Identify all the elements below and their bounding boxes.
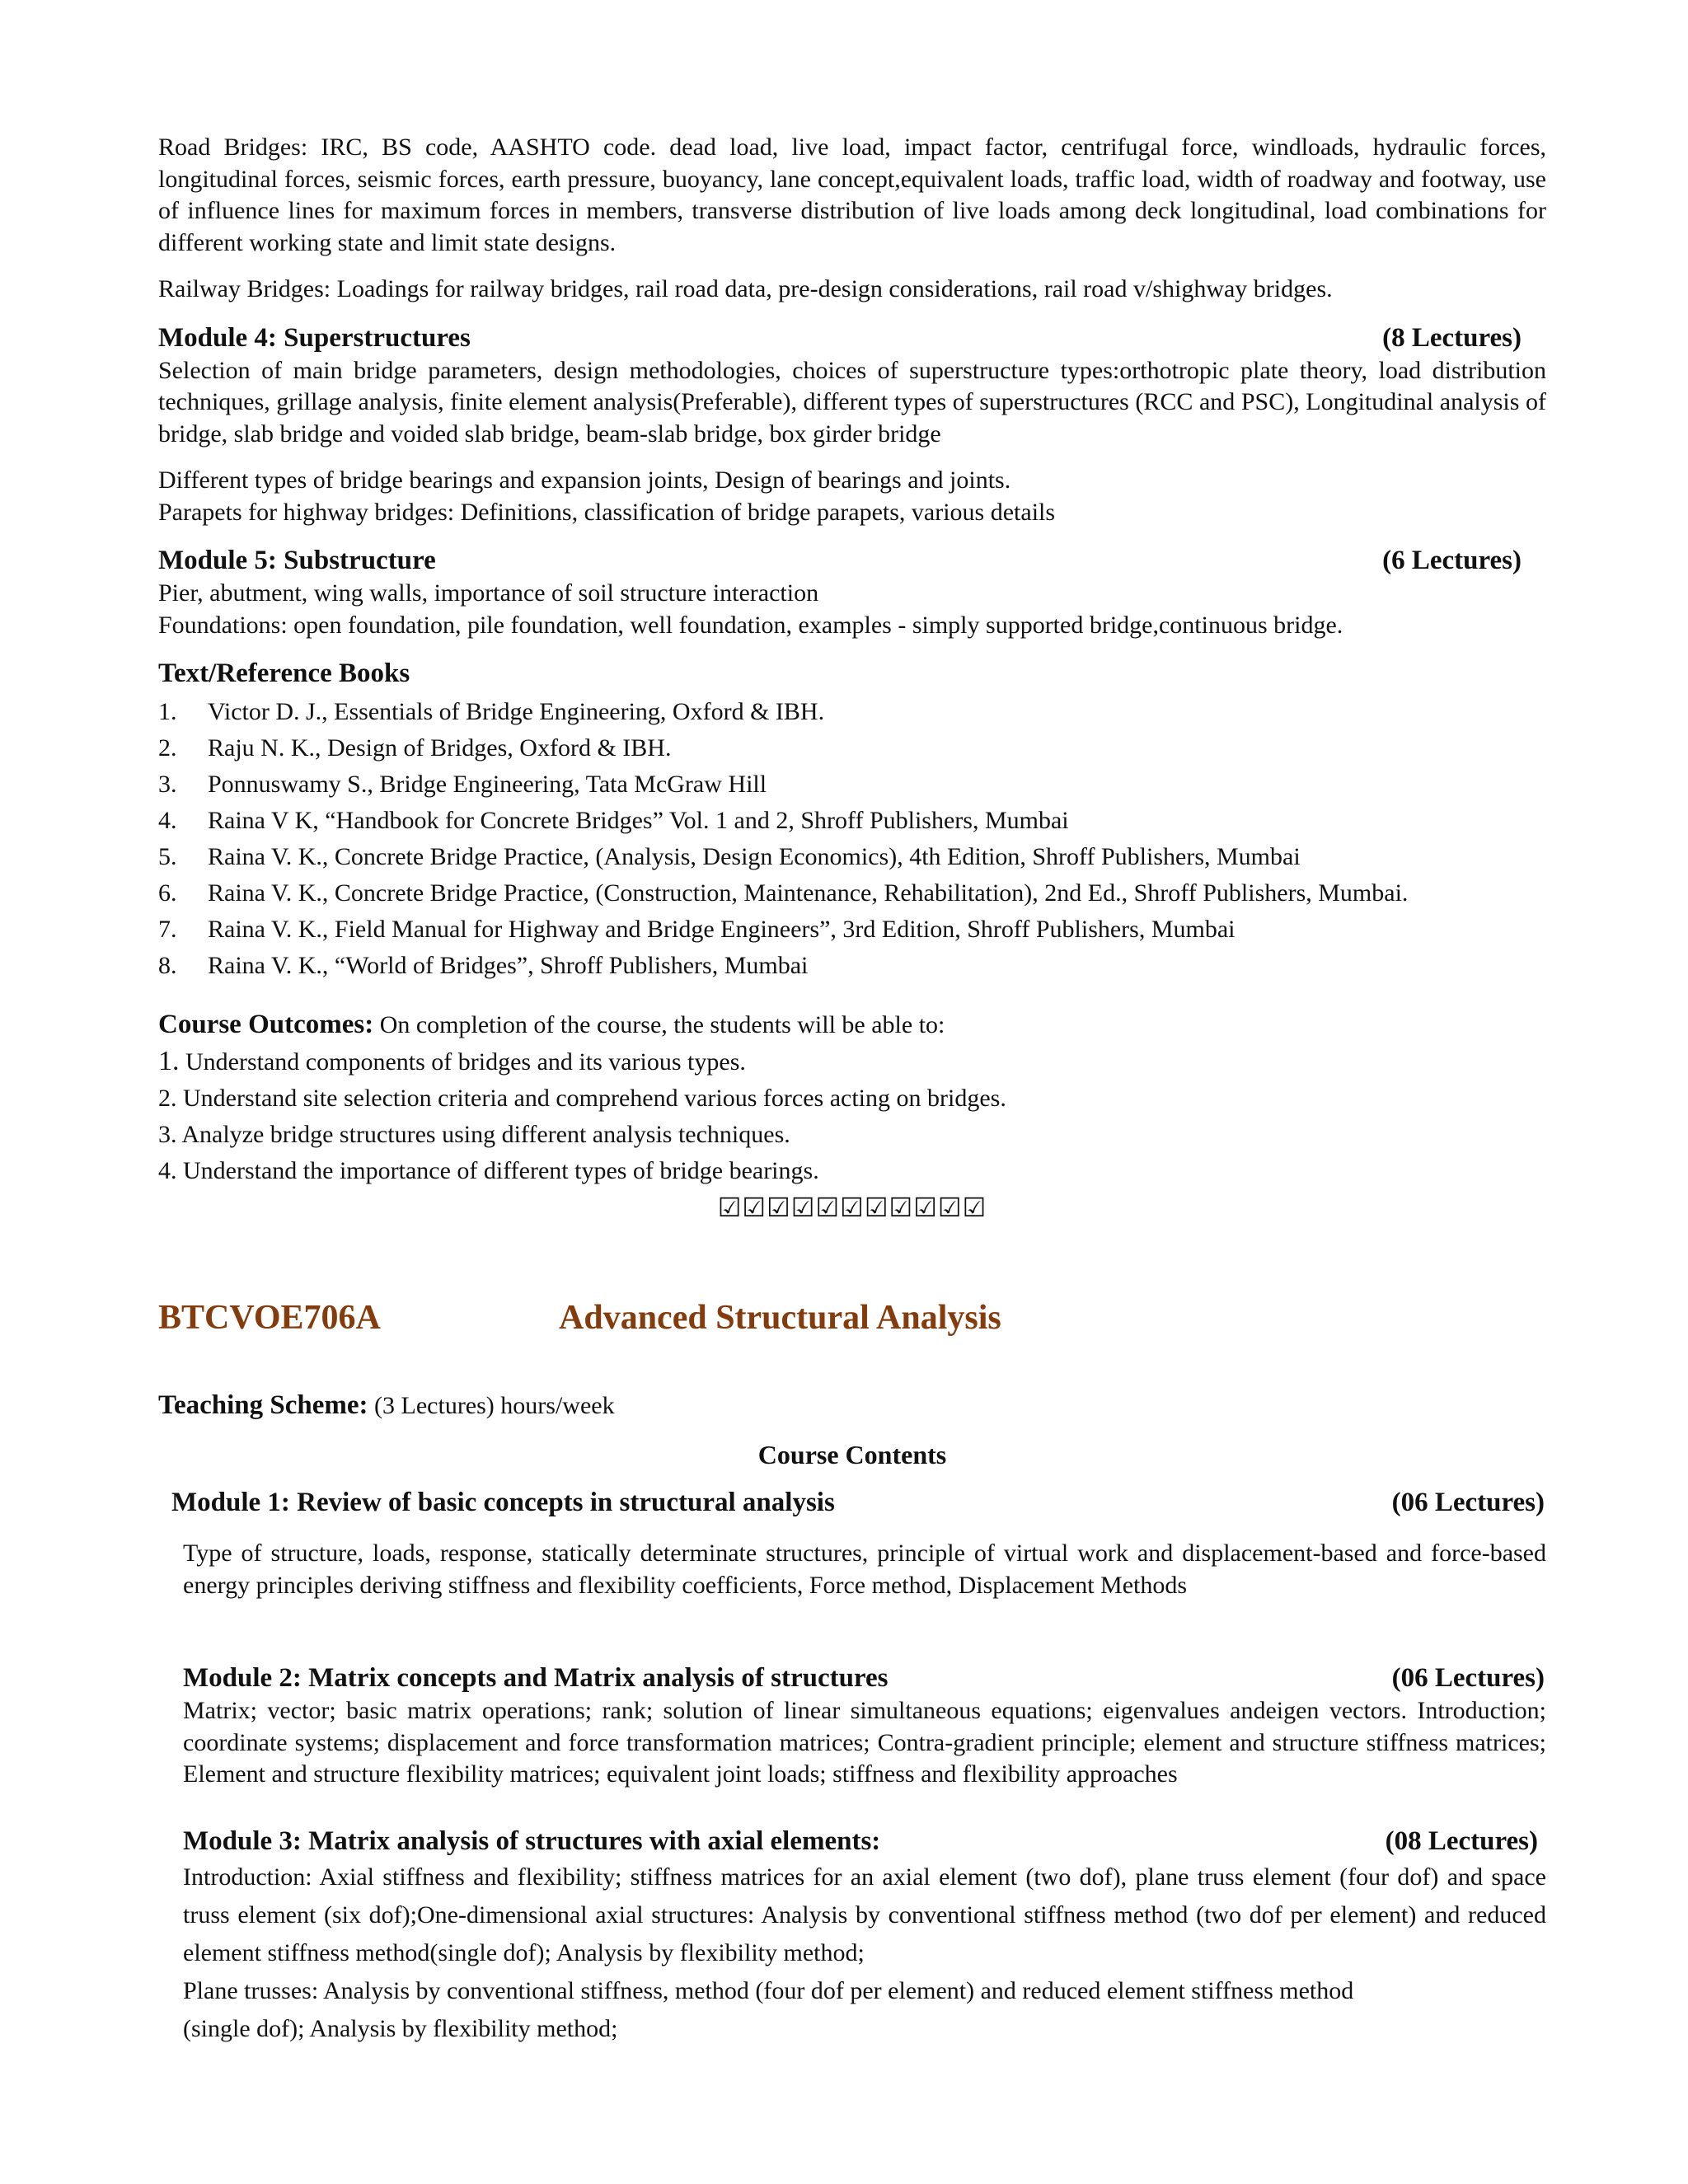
- module5-heading: [158, 543, 1546, 578]
- road-bridges-paragraph: Road Bridges: IRC, BS code, AASHTO code. dead load, live load, impact factor, centrifugal force, windloads, hydraulic forces, longitudinal forces, seismic forces, earth pressure, buoyancy, lane concept,equivalent loads, traffic load, width of roadway and footway, use of influence lines for maximum forces in members, transverse distribution of live loads among deck longitudinal, load combinations for different working state and limit state designs.: [158, 134, 1546, 256]
- course-name: Advanced Structural Analysis: [559, 1299, 1001, 1337]
- module4-bearings-text: Different types of bridge bearings and expansion joints, Design of bearings and joints.: [158, 466, 1011, 494]
- adv-module3-title: Module 3: Matrix analysis of structures with axial elements:: [183, 1825, 881, 1856]
- references-list: [158, 694, 1546, 984]
- course-code: BTCVOE706A: [158, 1299, 381, 1337]
- module5-paragraph-1: Pier, abutment, wing walls, importance of soil structure interaction: [158, 579, 819, 607]
- list-item: 7. Raina V. K., Field Manual for Highway and Bridge Engineers”, 3rd Edition, Shroff Publishers, Mumbai: [158, 916, 1236, 943]
- outcomes-intro: [158, 1007, 1546, 1043]
- course-contents-heading: Course Contents: [757, 1440, 947, 1469]
- adv-module2-lectures: (06 Lectures): [1391, 1663, 1545, 1693]
- module4-parapets-text: Parapets for highway bridges: Definitions, classification of bridge parapets, various details: [158, 498, 1056, 526]
- list-item: 5. Raina V. K., Concrete Bridge Practice, (Analysis, Design Economics), 4th Edition, Shroff Publishers, Mumbai: [158, 843, 1301, 870]
- document-page: [158, 132, 1546, 2048]
- adv-module3-lectures: (08 Lectures): [1385, 1825, 1538, 1856]
- outcomes-label: Course Outcomes:: [158, 1010, 374, 1039]
- adv-module2-title: Module 2: Matrix concepts and Matrix analysis of structures: [183, 1663, 889, 1693]
- adv-module3-paragraph-2b: (single dof); Analysis by flexibility method;: [183, 2014, 618, 2042]
- checkbox-separator-icon: ☑☑☑☑☑☑☑☑☑☑☑: [717, 1192, 987, 1223]
- references-heading: Text/Reference Books: [158, 658, 410, 688]
- adv-module1-paragraph: Type of structure, loads, response, statically determinate structures, principle of virtual work and displacement-based and force-based energy principles deriving stiffness and flexibility coefficients, Force method, Displacement Methods: [183, 1540, 1546, 1599]
- list-item: 3. Ponnuswamy S., Bridge Engineering, Tata McGraw Hill: [158, 771, 767, 798]
- railway-bridges-paragraph: Railway Bridges: Loadings for railway bridges, rail road data, pre-design considerations, rail road v/shighway bridges.: [158, 275, 1333, 302]
- teaching-scheme-value: (3 Lectures) hours/week: [368, 1392, 615, 1419]
- adv-module3-paragraph-2a: Plane trusses: Analysis by conventional stiffness, method (four dof per element) and reduced element stiffness method: [183, 1976, 1354, 2004]
- adv-module1-title: Module 1: Review of basic concepts in structural analysis: [171, 1488, 835, 1517]
- module5-title: Module 5: Substructure: [158, 546, 436, 575]
- adv-module3-paragraph-1: Introduction: Axial stiffness and flexibility; stiffness matrices for an axial element (two dof), plane truss element (four dof) and space truss element (six dof);One-dimensional axial structures: Analysis by conventional stiffness method (two dof per element) and reduced element stiffness method(single dof); Analysis by flexibility method;: [183, 1863, 1546, 1966]
- outcome-item-2: 2. Understand site selection criteria and comprehend various forces acting on bridges.: [158, 1085, 1006, 1112]
- module5-paragraph-2: Foundations: open foundation, pile foundation, well foundation, examples - simply supported bridge,continuous bridge.: [158, 611, 1343, 639]
- module4-heading: [158, 321, 1546, 355]
- module4-paragraph: Selection of main bridge parameters, design methodologies, choices of superstructure types:orthotropic plate theory, load distribution techniques, grillage analysis, finite element analysis(Preferable), different types of superstructures (RCC and PSC), Longitudinal analysis of bridge, slab bridge and voided slab bridge, beam-slab bridge, box girder bridge: [158, 356, 1546, 448]
- module5-lectures: (6 Lectures): [1382, 546, 1522, 575]
- adv-module3-heading: [158, 1824, 1546, 1858]
- list-item: 8. Raina V. K., “World of Bridges”, Shroff Publishers, Mumbai: [158, 952, 809, 979]
- outcome-item-4: 4. Understand the importance of different types of bridge bearings.: [158, 1157, 819, 1184]
- list-item: 1. Victor D. J., Essentials of Bridge Engineering, Oxford & IBH.: [158, 698, 825, 725]
- teaching-scheme-label: Teaching Scheme:: [158, 1390, 368, 1420]
- module4-lectures: (8 Lectures): [1382, 322, 1522, 353]
- module4-title: Module 4: Superstructures: [158, 322, 471, 353]
- adv-module2-paragraph: Matrix; vector; basic matrix operations; rank; solution of linear simultaneous equations; eigenvalues andeigen vectors. Introduction; coordinate systems; displacement and force transformation matrices; Contra-gradient principle; element and structure stiffness matrices; Element and structure flexibility matrices; equivalent joint loads; stiffness and flexibility approaches: [183, 1697, 1546, 1788]
- list-item: 2. Raju N. K., Design of Bridges, Oxford & IBH.: [158, 734, 672, 762]
- course-title: [158, 1296, 1546, 1339]
- outcome-item-1: 1. Understand components of bridges and its various types.: [158, 1046, 746, 1076]
- adv-module1-heading: [158, 1485, 1546, 1520]
- teaching-scheme: [158, 1389, 1546, 1422]
- outcomes-intro-text: On completion of the course, the students will be able to:: [373, 1011, 945, 1038]
- adv-module2-heading: [158, 1661, 1546, 1695]
- adv-module1-lectures: (06 Lectures): [1391, 1488, 1545, 1517]
- list-item: 6. Raina V. K., Concrete Bridge Practice, (Construction, Maintenance, Rehabilitation), 2nd Ed., Shroff Publishers, Mumbai.: [158, 879, 1409, 907]
- outcome-item-3: 3. Analyze bridge structures using different analysis techniques.: [158, 1121, 790, 1148]
- list-item: 4. Raina V K, “Handbook for Concrete Bridges” Vol. 1 and 2, Shroff Publishers, Mumbai: [158, 807, 1069, 834]
